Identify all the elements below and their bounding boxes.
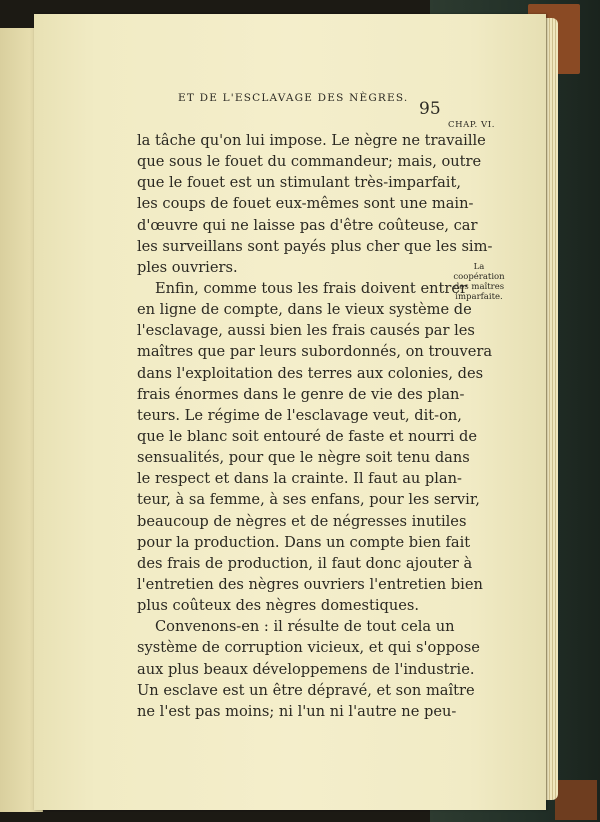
text-line: dans l'exploitation des terres aux colonies, des [137,364,484,382]
text-line: teurs. Le régime de l'esclavage veut, dit-on, [137,406,462,424]
margin-note-line: La coopération [453,262,505,282]
cover-leather-corner-bottom [555,780,597,820]
text-line: Enfin, comme tous les frais doivent entrer [155,279,467,297]
text-line: d'œuvre qui ne laisse pas d'être coûteuse, car [137,216,478,234]
text-line: ne l'est pas moins; ni l'un ni l'autre ne peu- [137,702,457,720]
text-line: Un esclave est un être dépravé, et son maître [137,681,475,699]
text-line: Convenons-en : il résulte de tout cela un [155,618,455,636]
text-line: les coups de fouet eux-mêmes sont une main- [137,195,474,213]
running-head: ET DE L'ESCLAVAGE DES NÈGRES. [178,92,409,104]
chapter-label: CHAP. VI. [448,120,496,130]
text-line: frais énormes dans le genre de vie des plan- [137,385,465,403]
text-line: que le blanc soit entouré de faste et nourri de [137,427,477,445]
margin-note-line: des maîtres [453,282,505,292]
text-line: maîtres que par leurs subordonnés, on trouvera [137,343,493,361]
book-page [34,14,546,810]
text-line: aux plus beaux développemens de l'industrie. [137,660,475,678]
text-line: le respect et dans la crainte. Il faut au plan- [137,470,462,488]
margin-note-line: imparfaite. [455,292,503,302]
page-number: 95 [419,99,441,119]
text-line: beaucoup de nègres et de négresses inutiles [137,512,467,530]
text-line: système de corruption vicieux, et qui s'oppose [137,639,480,657]
text-line: ples ouvriers. [137,258,238,276]
text-line: des frais de production, il faut donc ajouter à [137,554,473,572]
text-line: en ligne de compte, dans le vieux système de [137,301,472,319]
text-line: sensualités, pour que le nègre soit tenu dans [137,449,470,467]
text-line: plus coûteux des nègres domestiques. [137,597,420,615]
text-line: teur, à sa femme, à ses enfans, pour les servir, [137,491,480,509]
text-line: l'entretien des nègres ouvriers l'entretien bien [137,575,483,593]
text-line: l'esclavage, aussi bien les frais causés par les [137,322,475,340]
text-line: pour la production. Dans un compte bien fait [137,533,471,551]
text-line: que le fouet est un stimulant très-imparfait, [137,174,461,192]
text-line: la tâche qu'on lui impose. Le nègre ne travaille [137,132,486,149]
text-line: les surveillans sont payés plus cher que les sim- [137,237,493,255]
text-line: que sous le fouet du commandeur; mais, outre [137,153,482,171]
